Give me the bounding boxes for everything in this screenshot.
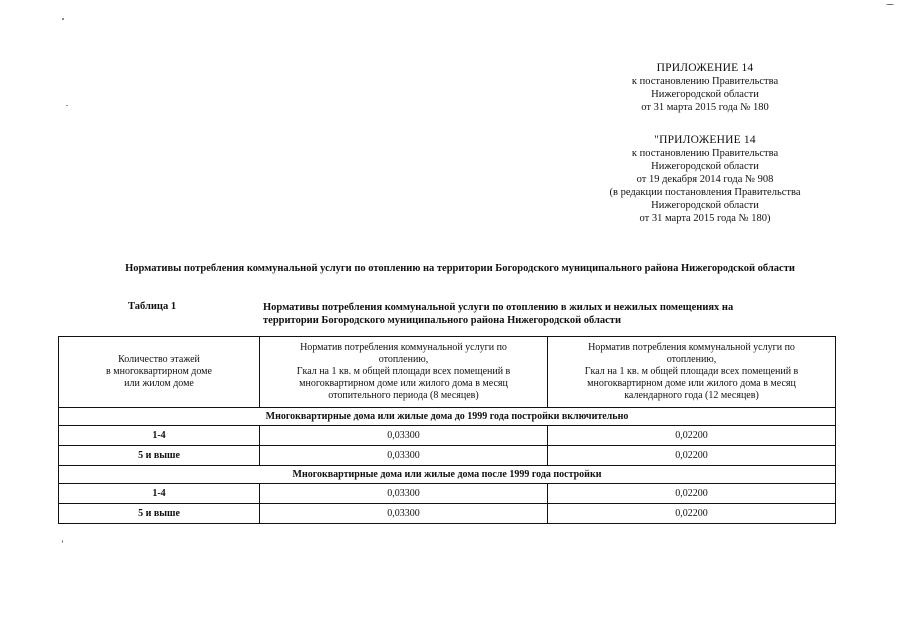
group-title: Многоквартирные дома или жилые дома до 1999 года постройки включительно — [59, 408, 836, 426]
cell-norm-12: 0,02200 — [548, 446, 836, 466]
appendix-line: к постановлению Правительства — [631, 76, 779, 87]
header-norm-12-months — [548, 337, 836, 408]
cell-norm-12: 0,02200 — [548, 484, 836, 504]
appendix-header-current — [600, 62, 810, 114]
table-row — [59, 484, 836, 504]
appendix-line: (в редакции постановления Правительства — [609, 187, 801, 198]
appendix-line: к постановлению Правительства — [631, 148, 779, 159]
cell-floors: 1-4 — [59, 484, 260, 504]
scan-speck — [62, 540, 63, 543]
header-line: многоквартирном доме или жилого дома в месяц — [587, 378, 796, 389]
header-line: многоквартирном доме или жилого дома в месяц — [299, 378, 508, 389]
cell-norm-8: 0,03300 — [260, 426, 548, 446]
cell-norm-8: 0,03300 — [260, 446, 548, 466]
cell-norm-12: 0,02200 — [548, 426, 836, 446]
header-line: или жилом доме — [124, 378, 194, 389]
table-row — [59, 446, 836, 466]
header-line: Норматив потребления коммунальной услуги по — [300, 342, 507, 353]
header-line: в многоквартирном доме — [106, 366, 212, 377]
header-norm-8-months — [260, 337, 548, 408]
group-row — [59, 408, 836, 426]
group-row — [59, 466, 836, 484]
cell-floors: 1-4 — [59, 426, 260, 446]
appendix-title: ПРИЛОЖЕНИЕ 14 — [656, 62, 754, 74]
appendix-line: от 31 марта 2015 года № 180) — [639, 213, 771, 224]
appendix-line: Нижегородской области — [651, 200, 759, 211]
cell-floors: 5 и выше — [59, 446, 260, 466]
cell-norm-8: 0,03300 — [260, 484, 548, 504]
header-line: отопительного периода (8 месяцев) — [328, 390, 479, 401]
header-line: отоплению, — [378, 354, 429, 365]
appendix-line: от 31 марта 2015 года № 180 — [641, 102, 769, 113]
table-caption-line: Нормативы потребления коммунальной услуги по отоплению в жилых и нежилых помещениях на — [263, 302, 734, 313]
appendix-line: от 19 декабря 2014 года № 908 — [636, 174, 774, 185]
cell-norm-8: 0,03300 — [260, 504, 548, 524]
appendix-line: Нижегородской области — [651, 161, 759, 172]
appendix-title: "ПРИЛОЖЕНИЕ 14 — [654, 134, 756, 146]
scan-speck — [66, 105, 68, 106]
table-row — [59, 426, 836, 446]
scan-speck — [62, 18, 64, 20]
document-title: Нормативы потребления коммунальной услуги по отоплению на территории Богородского муниципального района Нижегородской области — [125, 263, 795, 274]
header-floors — [59, 337, 260, 408]
table-caption-line: территории Богородского муниципального района Нижегородской области — [263, 315, 622, 326]
cell-floors: 5 и выше — [59, 504, 260, 524]
table-row — [59, 504, 836, 524]
header-line: Гкал на 1 кв. м общей площади всех помещений в — [296, 366, 511, 377]
header-line: Гкал на 1 кв. м общей площади всех помещений в — [584, 366, 799, 377]
group-title: Многоквартирные дома или жилые дома после 1999 года постройки — [59, 466, 836, 484]
header-line: отоплению, — [666, 354, 717, 365]
header-line: календарного года (12 месяцев) — [624, 390, 759, 401]
header-line: Количество этажей — [118, 354, 200, 365]
appendix-header-original — [580, 134, 830, 225]
appendix-line: Нижегородской области — [651, 89, 759, 100]
table-label: Таблица 1 — [128, 301, 177, 312]
norms-table — [58, 336, 836, 524]
header-line: Норматив потребления коммунальной услуги по — [588, 342, 795, 353]
cell-norm-12: 0,02200 — [548, 504, 836, 524]
table-caption — [263, 301, 823, 327]
table-header-row — [59, 337, 836, 408]
scan-speck — [886, 4, 894, 5]
